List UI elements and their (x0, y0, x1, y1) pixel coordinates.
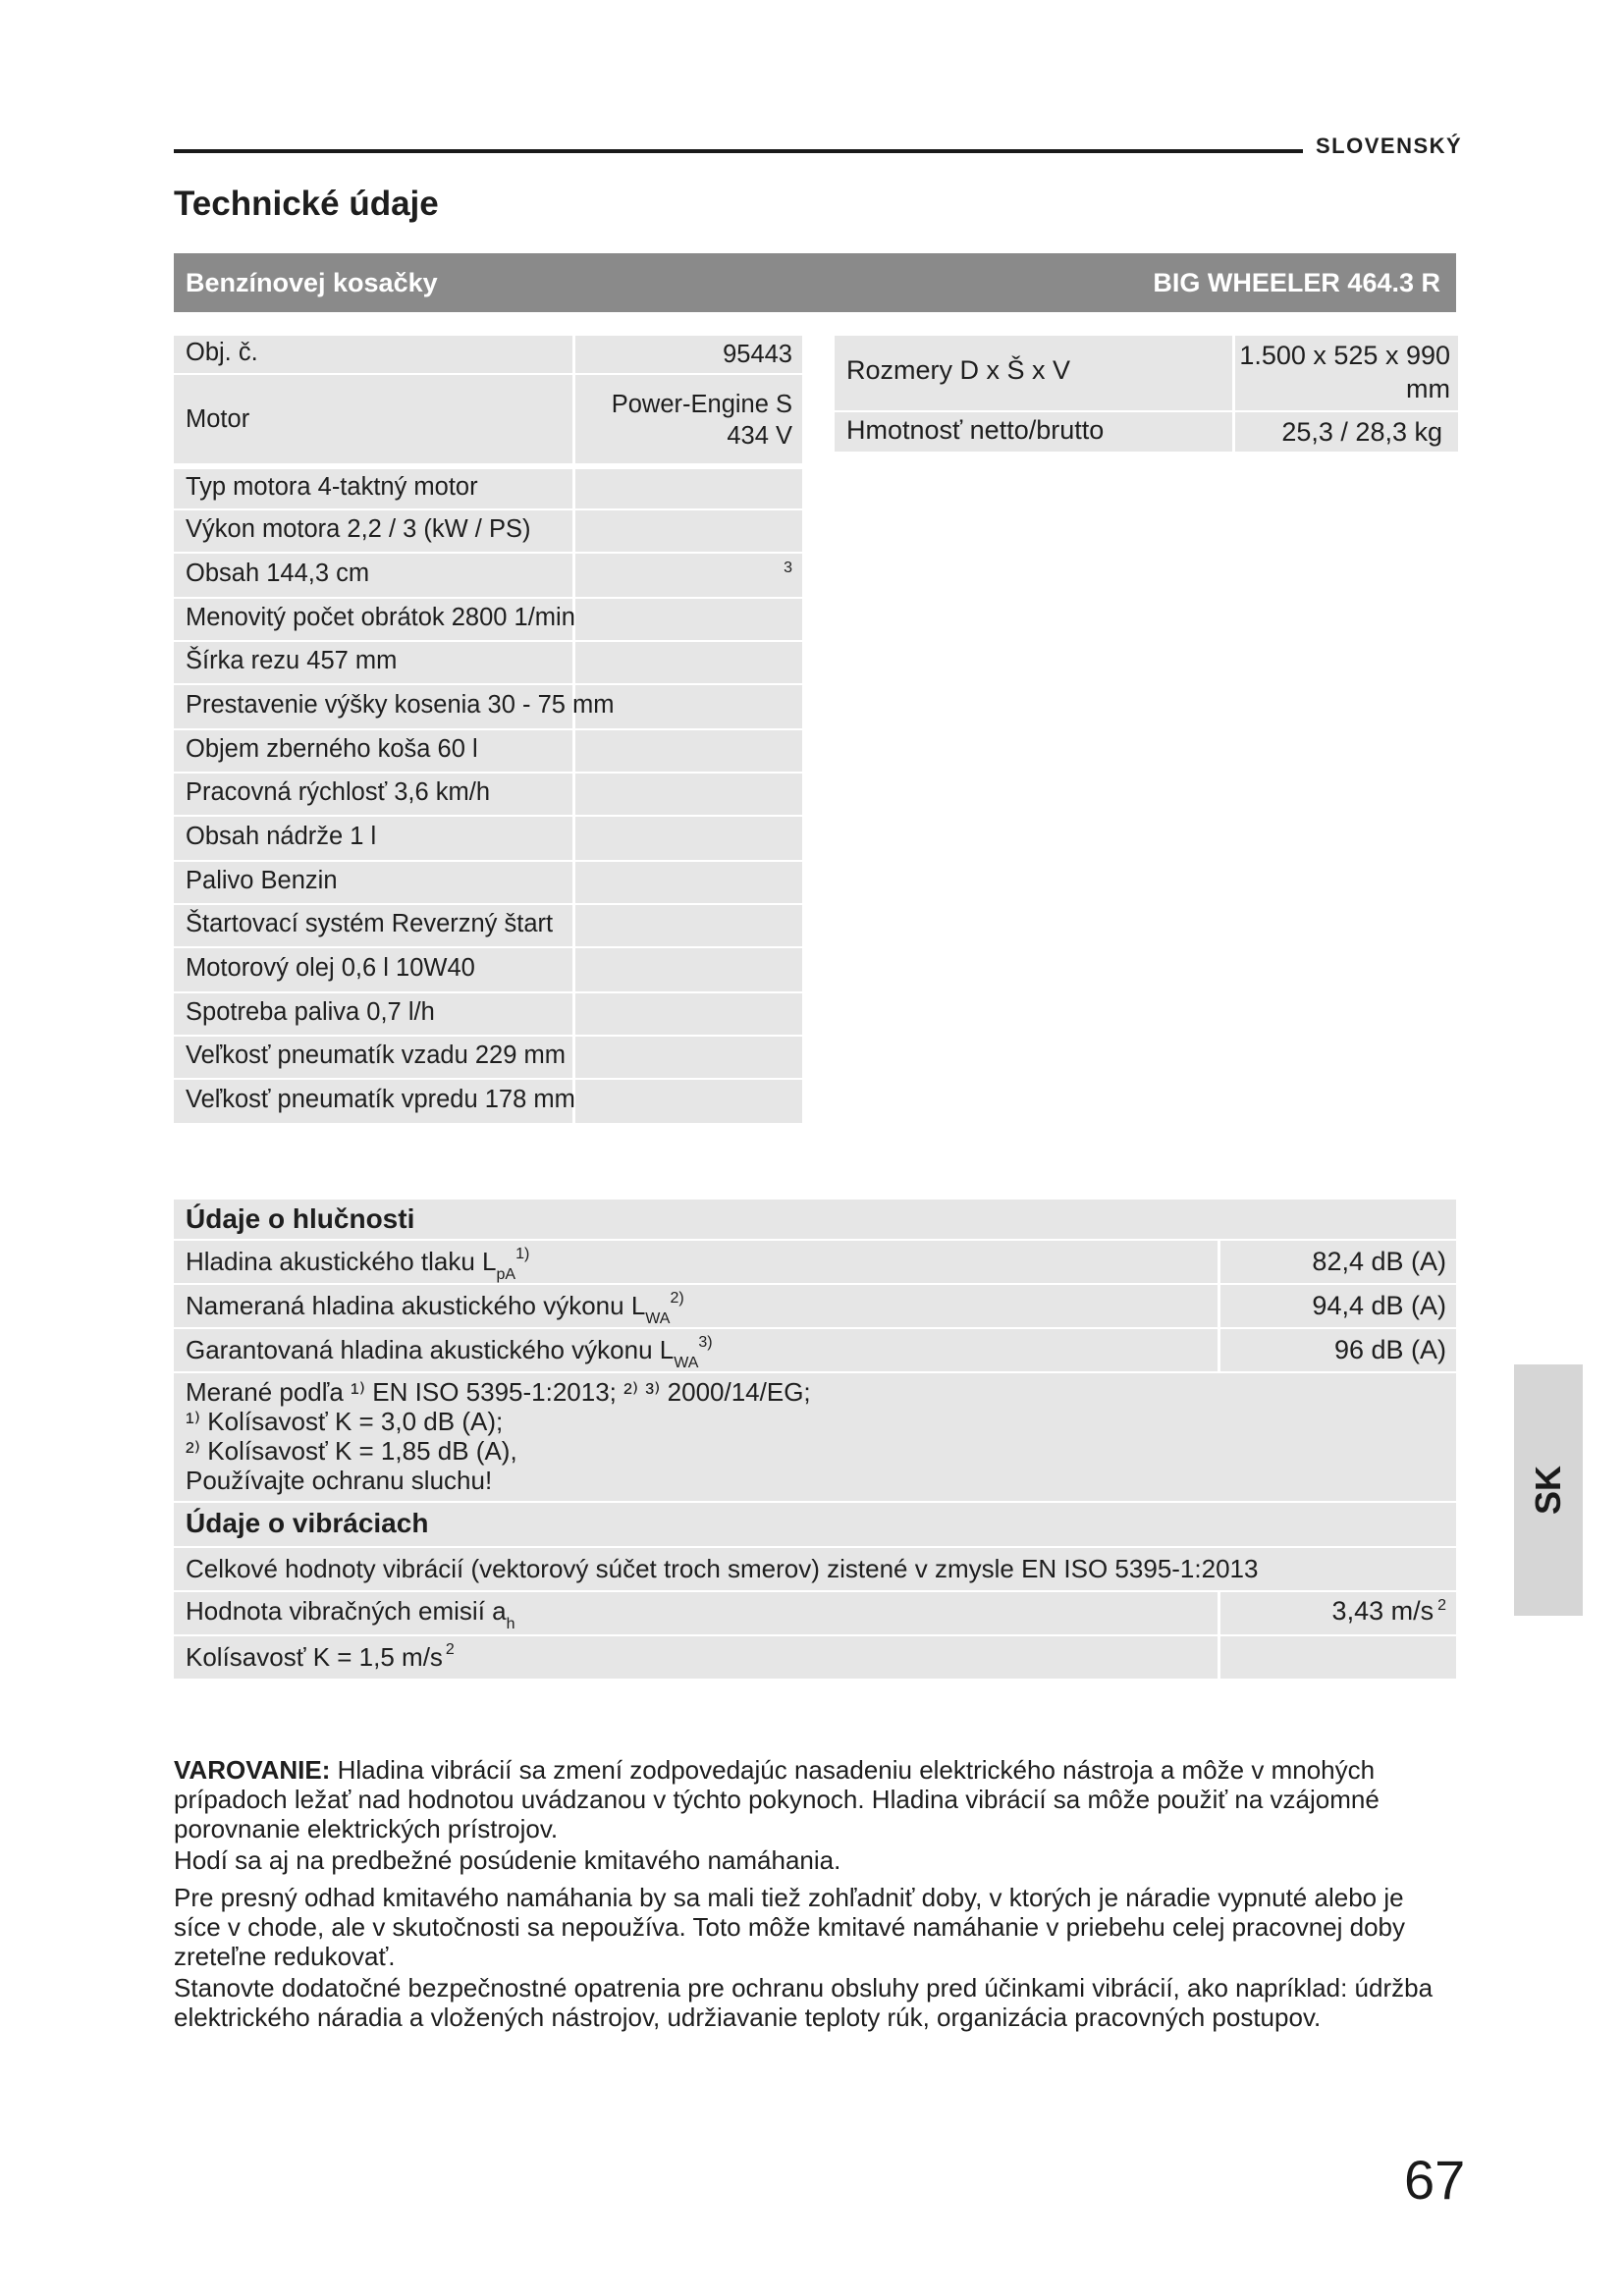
product-type: Benzínovej kosačky (186, 268, 438, 297)
spec-row-text: Typ motora 4-taktný motor (186, 473, 478, 501)
spec-row (174, 599, 802, 642)
dims-value: 25,3 / 28,3 kg (1281, 417, 1442, 447)
spec-row (174, 1080, 802, 1125)
language-label: SLOVENSKÝ (1316, 133, 1463, 158)
noise-note: Používajte ochranu sluchu! (186, 1466, 493, 1495)
spec-row (174, 510, 802, 554)
warning-paragraph: Pre presný odhad kmitavého namáhania by sa mali tiež zohľadniť doby, v ktorých je náradie vypnuté alebo je síce v chode, ale v skutočnosti sa nepoužíva. Toto môže kmitavé namáhanie v priebehu celej pracovnej doby zreteľne redukovať. (174, 1883, 1406, 1971)
noise-label: Hladina akustického tlaku $L_{pA}^{1)}$ (186, 1246, 530, 1283)
noise-value: 96 dB (A) (1333, 1335, 1446, 1364)
spec-row-text: Veľkosť pneumatík vpredu 178 mm (186, 1086, 575, 1113)
spec-row-text: Prestavenie výšky kosenia 30 - 75 mm (186, 691, 615, 719)
dims-value-line: 1.500 x 525 x 990 (1239, 341, 1450, 370)
warning-paragraph: Stanovte dodatočné bezpečnostné opatrenia pre ochranu obsluhy pred účinkami vibrácií, ako napríklad: údržba elektrického náradia a vložených nástrojov, udržiavanie teploty rúk, organizácia pracovných postupov. (174, 1973, 1434, 2032)
noise-notes-row (174, 1373, 1456, 1503)
vibration-row-tolerance (174, 1636, 1456, 1681)
spec-table (174, 336, 802, 1125)
vibration-heading-row (174, 1503, 1456, 1548)
spec-row-superscript: 3 (784, 560, 792, 576)
dims-row-size (835, 336, 1458, 412)
spec-label: Obj. č. (186, 339, 258, 366)
vibration-label: Hodnota vibračných emisií $a_h$ (186, 1596, 515, 1632)
spec-row-text: Spotreba paliva 0,7 l/h (186, 998, 435, 1026)
spec-value (612, 389, 792, 452)
noise-notes (186, 1377, 811, 1495)
warning-lead: VAROVANIE: (174, 1755, 331, 1785)
dims-value (1239, 339, 1450, 405)
warning-paragraph: Hodí sa aj na predbežné posúdenie kmitavého namáhania. (174, 1845, 841, 1875)
noise-note: ¹⁾ Kolísavosť K = 3,0 dB (A); (186, 1407, 504, 1436)
spec-row (174, 948, 802, 993)
dims-label: Hmotnosť netto/brutto (846, 415, 1105, 445)
page-title: Technické údaje (174, 185, 439, 223)
warning-text (174, 1755, 1456, 2034)
spec-row-text: Obsah 144,3 cm (186, 560, 370, 587)
spec-row-text: Palivo Benzin (186, 867, 338, 894)
spec-row-text: Motorový olej 0,6 l 10W40 (186, 954, 475, 982)
noise-note: Merané podľa ¹⁾ EN ISO 5395-1:2013; ²⁾ ³⁾ 2000/14/EG; (186, 1377, 811, 1407)
noise-vibration-table (174, 1200, 1456, 1681)
spec-row (174, 685, 802, 730)
spec-row-text: Obsah nádrže 1 l (186, 823, 377, 850)
spec-row-text: Štartovací systém Reverzný štart (186, 910, 554, 937)
spec-row-text: Šírka rezu 457 mm (186, 647, 398, 674)
spec-row (174, 469, 802, 510)
noise-note: ²⁾ Kolísavosť K = 1,85 dB (A), (186, 1436, 517, 1466)
spec-value-line: Power-Engine S (611, 391, 792, 418)
vibration-total: Celkové hodnoty vibrácií (vektorový súčet troch smerov) zistené v zmysle EN ISO 5395-1:2013 (186, 1554, 1259, 1583)
noise-row-pressure (174, 1241, 1456, 1285)
noise-value: 82,4 dB (A) (1312, 1247, 1446, 1276)
spec-row-motor (174, 375, 802, 465)
product-bar (174, 253, 1456, 312)
spec-row-text: Menovitý počet obrátok 2800 1/min (186, 604, 575, 631)
vibration-value: 3,43 m/s $^2$ (1331, 1596, 1446, 1626)
spec-row-text: Veľkosť pneumatík vzadu 229 mm (186, 1041, 566, 1069)
spec-row (174, 905, 802, 948)
vibration-heading: Údaje o vibráciach (186, 1508, 429, 1538)
spec-row (174, 862, 802, 905)
spec-row-text: Objem zberného koša 60 l (186, 735, 478, 763)
warning-paragraph: VAROVANIE: Hladina vibrácií sa zmení zodpovedajúc nasadeniu elektrického nástroja a môže v mnohých prípadoch ležať nad hodnotou uvádzanou v týchto pokynoch. Hladina vibrácií sa môže použiť na vzájomné porovnanie elektrických prístrojov. (174, 1755, 1380, 1843)
noise-row-measured (174, 1285, 1456, 1329)
spec-row (174, 993, 802, 1037)
spec-row (174, 730, 802, 774)
vibration-row-emission (174, 1592, 1456, 1636)
spec-row (174, 1037, 802, 1080)
noise-row-guaranteed (174, 1329, 1456, 1373)
spec-label: Motor (186, 405, 250, 433)
vibration-row-total (174, 1548, 1456, 1592)
noise-label: Garantovaná hladina akustického výkonu $L_{WA}^{3)}$ (186, 1334, 713, 1371)
dims-value-line: mm (1406, 374, 1450, 403)
page-number: 67 (1404, 2149, 1466, 2211)
spec-row (174, 642, 802, 685)
noise-value: 94,4 dB (A) (1312, 1291, 1446, 1320)
spec-value: 95443 (723, 341, 792, 368)
spec-row-order-no (174, 336, 802, 375)
dims-row-weight (835, 412, 1458, 454)
dims-table (835, 336, 1458, 454)
header-rule (174, 149, 1303, 153)
noise-heading-row (174, 1200, 1456, 1241)
language-side-tab (1514, 1364, 1583, 1616)
noise-label: Nameraná hladina akustického výkonu $L_{WA}^{2)}$ (186, 1290, 684, 1327)
spec-value-line: 434 V (727, 422, 792, 450)
vibration-label: Kolísavosť K = 1,5 m/s $^2$ (186, 1641, 455, 1672)
spec-row (174, 554, 802, 599)
dims-label: Rozmery D x Š x V (846, 355, 1071, 385)
spec-row (174, 774, 802, 817)
spec-row-text: Pracovná rýchlosť 3,6 km/h (186, 778, 491, 806)
spec-rows (174, 469, 802, 1125)
noise-heading: Údaje o hlučnosti (186, 1203, 415, 1234)
product-model: BIG WHEELER 464.3 R (1153, 268, 1440, 297)
spec-row-text: Výkon motora 2,2 / 3 (kW / PS) (186, 515, 531, 543)
side-tab-label: SK (1528, 1465, 1568, 1516)
spec-row (174, 817, 802, 862)
